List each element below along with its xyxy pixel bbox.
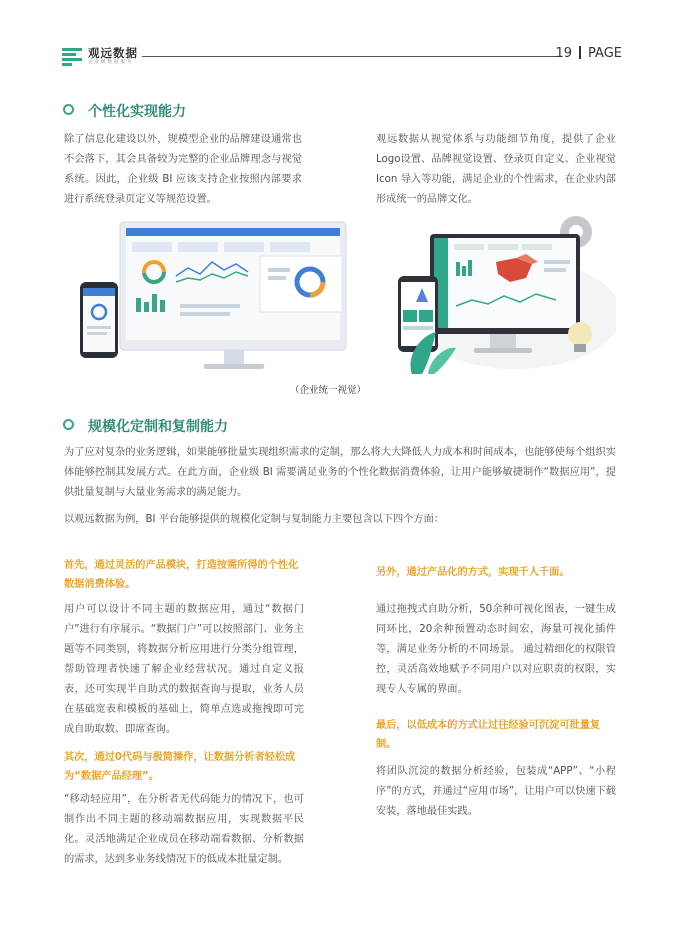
section-title-customization <box>88 416 228 436</box>
point-heading-4: 最后，以低成本的方式让过往经验可沉淀可批量复制。 <box>376 720 601 750</box>
point-heading-1: 首先，通过灵活的产品模块，打造按需所得的个性化数据消费体验。 <box>64 560 299 590</box>
point-body-3: 通过拖拽式自助分析，50余种可视化图表，一键生成同环比，20余种预置动态时间宏，海量可视化插件等，满足业务分析的不同场景。 通过精细化的权限管控，灵活高效地赋予不同用户以对应职责的权限，实现专人专属的界面。 <box>376 604 616 695</box>
image-caption: （企业统一视觉） <box>290 385 367 396</box>
section-title-text: 规模化定制和复制能力 <box>88 419 228 435</box>
point-body-2: “移动轻应用”，在分析者无代码能力的情况下，也可制作出不同主题的移动端数据应用，实现数据平民化。灵活地满足企业成员在移动端看数据、分析数据的需求，达到多业务线情况下的低成本批量定制。 <box>64 794 304 865</box>
page-number <box>555 46 622 61</box>
point-body-4: 将团队沉淀的数据分析经验，包装成“APP”、“小程序”的方式，并通过“应用市场”，让用户可以快速下载安装，落地最佳实践。 <box>376 766 616 817</box>
page-header <box>62 44 622 68</box>
bullet-circle-icon <box>63 104 74 115</box>
dashboard-illustration <box>64 216 350 376</box>
header-divider <box>142 56 558 57</box>
logo-text: 观远数据 <box>88 46 138 60</box>
section-title-text: 个性化实现能力 <box>88 104 186 120</box>
section-title-personalization <box>88 101 186 121</box>
paragraph: 观远数据从视觉体系与功能细节角度，提供了企业Logo设置、品牌视觉设置、登录页自定义、企业视觉 Icon 导入等功能，满足企业的个性需求，在企业内部形成统一的品牌文化。 <box>376 134 616 205</box>
logo-subtitle: 企业级数据服务 <box>88 60 134 65</box>
bullet-circle-icon <box>63 419 74 430</box>
paragraph: 除了信息化建设以外，规模型企业的品牌建设通常也不会落下，其会具备较为完整的企业品牌理念与视觉系统。因此，企业级 BI 应该支持企业按照内部要求进行系统登录页定义等规范设置。 <box>64 134 302 205</box>
point-heading-2: 其次，通过0代码与极简操作，让数据分析者轻松成为“数据产品经理”。 <box>64 752 296 782</box>
point-body-1: 用户可以设计不同主题的数据应用，通过“数据门户”进行有序展示。“数据门户”可以按照部门、业务主题等不同类别，将数据分析应用进行分类分组管理，帮助管理者快速了解企业经营状况。通过自定义报表，还可实现半自助式的数据查询与提取，业务人员在基础宽表和模板的基础上，简单点选或拖拽即可完成自助取数、即席查询。 <box>64 604 304 735</box>
page-number-separator <box>579 46 581 59</box>
logo-icon <box>62 46 82 66</box>
page-label: PAGE <box>588 46 622 61</box>
paragraph: 以观远数据为例，BI 平台能够提供的规模化定制与复制能力主要包含以下四个方面： <box>64 514 444 525</box>
brand-visual-illustration <box>376 206 616 376</box>
point-heading-3: 另外，通过产品化的方式，实现千人千面。 <box>376 567 570 578</box>
page-number-value: 19 <box>555 46 573 61</box>
paragraph: 为了应对复杂的业务逻辑，如果能够批量实现组织需求的定制，那么将大大降低人力成本和时间成本，也能够使每个组织实体能够控制其发展方式。在此方面，企业级 BI 需要满足业务的个性化数据消费体验，让用户能够敏捷制作“数据应用”，提供批量复制与大量业务需求的满足能力。 <box>64 447 616 498</box>
